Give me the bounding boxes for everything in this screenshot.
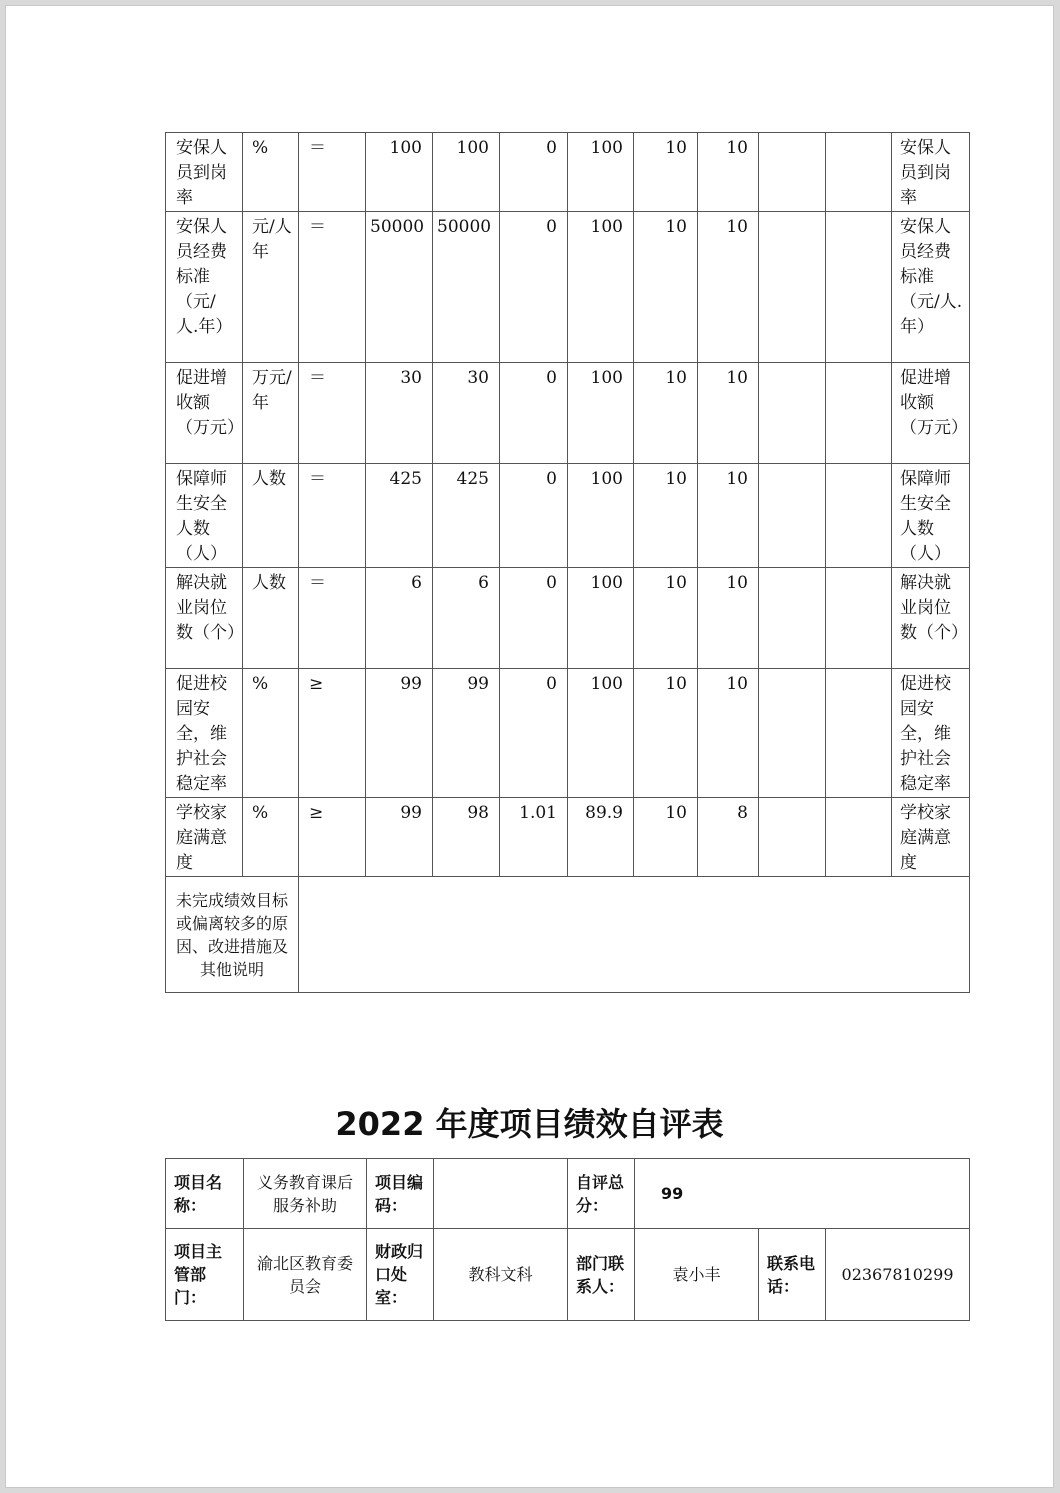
table-row <box>166 133 970 212</box>
document-page <box>5 5 1054 1488</box>
indicator-remark: 促进校园安全，维护社会稳定率 <box>892 669 970 798</box>
office-label: 财政归口处室： <box>367 1229 434 1321</box>
indicator-score: 10 <box>698 133 759 212</box>
indicator-score: 10 <box>698 464 759 568</box>
empty-cell <box>826 464 892 568</box>
indicator-score: 10 <box>698 568 759 669</box>
indicator-actual: 6 <box>433 568 500 669</box>
project-info-table <box>165 1158 970 1321</box>
indicator-deviation: 0 <box>500 133 568 212</box>
empty-cell <box>759 464 826 568</box>
dept-label: 项目主管部门： <box>166 1229 244 1321</box>
indicator-rate: 100 <box>568 464 634 568</box>
indicator-score: 10 <box>698 212 759 363</box>
indicator-table <box>165 132 970 993</box>
indicator-deviation: 0 <box>500 669 568 798</box>
indicator-actual: 50000 <box>433 212 500 363</box>
indicator-score: 10 <box>698 669 759 798</box>
indicator-weight: 10 <box>634 133 698 212</box>
indicator-deviation: 1.01 <box>500 798 568 877</box>
info-row-1 <box>166 1159 970 1229</box>
indicator-unit: % <box>243 798 299 877</box>
empty-cell <box>759 363 826 464</box>
indicator-remark: 安保人员到岗率 <box>892 133 970 212</box>
indicator-actual: 100 <box>433 133 500 212</box>
indicator-unit: 元/人年 <box>243 212 299 363</box>
indicator-actual: 425 <box>433 464 500 568</box>
phone-label: 联系电话： <box>759 1229 826 1321</box>
indicator-remark: 保障师生安全人数（人） <box>892 464 970 568</box>
phone-value: 02367810299 <box>826 1229 970 1321</box>
empty-cell <box>759 568 826 669</box>
indicator-target: 425 <box>366 464 433 568</box>
indicator-name: 促进增收额（万元） <box>166 363 243 464</box>
indicator-deviation: 0 <box>500 212 568 363</box>
indicator-remark: 促进增收额（万元） <box>892 363 970 464</box>
table-row <box>166 669 970 798</box>
indicator-unit: 人数 <box>243 464 299 568</box>
total-score-value: 99 <box>635 1159 970 1229</box>
office-value: 教科文科 <box>434 1229 568 1321</box>
indicator-actual: 99 <box>433 669 500 798</box>
indicator-unit: % <box>243 669 299 798</box>
indicator-target: 50000 <box>366 212 433 363</box>
indicator-deviation: 0 <box>500 568 568 669</box>
indicator-rate: 100 <box>568 669 634 798</box>
indicator-weight: 10 <box>634 669 698 798</box>
indicator-name: 解决就业岗位数（个） <box>166 568 243 669</box>
explanation-value <box>299 877 970 993</box>
total-score-label: 自评总分： <box>568 1159 635 1229</box>
indicator-actual: 30 <box>433 363 500 464</box>
indicator-rate: 100 <box>568 133 634 212</box>
indicator-operator: ≥ <box>299 798 366 877</box>
indicator-unit: 人数 <box>243 568 299 669</box>
indicator-name: 促进校园安全，维护社会稳定率 <box>166 669 243 798</box>
project-code-label: 项目编码： <box>367 1159 434 1229</box>
indicator-rate: 100 <box>568 363 634 464</box>
indicator-unit: % <box>243 133 299 212</box>
indicator-rate: 100 <box>568 568 634 669</box>
empty-cell <box>826 798 892 877</box>
indicator-rate: 100 <box>568 212 634 363</box>
project-name-value: 义务教育课后服务补助 <box>244 1159 367 1229</box>
indicator-deviation: 0 <box>500 363 568 464</box>
indicator-weight: 10 <box>634 568 698 669</box>
empty-cell <box>826 669 892 798</box>
indicator-operator: ＝ <box>299 568 366 669</box>
explanation-row <box>166 877 970 993</box>
indicator-target: 99 <box>366 669 433 798</box>
indicator-remark: 学校家庭满意度 <box>892 798 970 877</box>
empty-cell <box>826 212 892 363</box>
dept-value: 渝北区教育委员会 <box>244 1229 367 1321</box>
table-row <box>166 568 970 669</box>
project-code-value <box>434 1159 568 1229</box>
empty-cell <box>826 568 892 669</box>
table-row <box>166 363 970 464</box>
indicator-score: 8 <box>698 798 759 877</box>
indicator-rate: 89.9 <box>568 798 634 877</box>
indicator-name: 保障师生安全人数（人） <box>166 464 243 568</box>
indicator-operator: ＝ <box>299 133 366 212</box>
page-title: 2022 年度项目绩效自评表 <box>335 1105 724 1143</box>
indicator-target: 99 <box>366 798 433 877</box>
empty-cell <box>826 363 892 464</box>
indicator-operator: ＝ <box>299 464 366 568</box>
indicator-actual: 98 <box>433 798 500 877</box>
indicator-remark: 解决就业岗位数（个） <box>892 568 970 669</box>
indicator-weight: 10 <box>634 464 698 568</box>
indicator-name: 学校家庭满意度 <box>166 798 243 877</box>
empty-cell <box>826 133 892 212</box>
table-row <box>166 798 970 877</box>
indicator-unit: 万元/年 <box>243 363 299 464</box>
contact-label: 部门联系人： <box>568 1229 635 1321</box>
table-row <box>166 464 970 568</box>
empty-cell <box>759 669 826 798</box>
info-row-2 <box>166 1229 970 1321</box>
project-name-label: 项目名称： <box>166 1159 244 1229</box>
indicator-target: 100 <box>366 133 433 212</box>
indicator-score: 10 <box>698 363 759 464</box>
indicator-deviation: 0 <box>500 464 568 568</box>
empty-cell <box>759 133 826 212</box>
indicator-operator: ＝ <box>299 212 366 363</box>
indicator-operator: ≥ <box>299 669 366 798</box>
contact-value: 袁小丰 <box>635 1229 759 1321</box>
indicator-target: 30 <box>366 363 433 464</box>
indicator-operator: ＝ <box>299 363 366 464</box>
indicator-weight: 10 <box>634 798 698 877</box>
indicator-weight: 10 <box>634 363 698 464</box>
indicator-name: 安保人员经费标准（元/人.年） <box>166 212 243 363</box>
indicator-target: 6 <box>366 568 433 669</box>
table-row <box>166 212 970 363</box>
empty-cell <box>759 798 826 877</box>
indicator-name: 安保人员到岗率 <box>166 133 243 212</box>
indicator-remark: 安保人员经费标准（元/人.年） <box>892 212 970 363</box>
indicator-weight: 10 <box>634 212 698 363</box>
empty-cell <box>759 212 826 363</box>
explanation-label: 未完成绩效目标或偏离较多的原因、改进措施及其他说明 <box>166 877 299 993</box>
